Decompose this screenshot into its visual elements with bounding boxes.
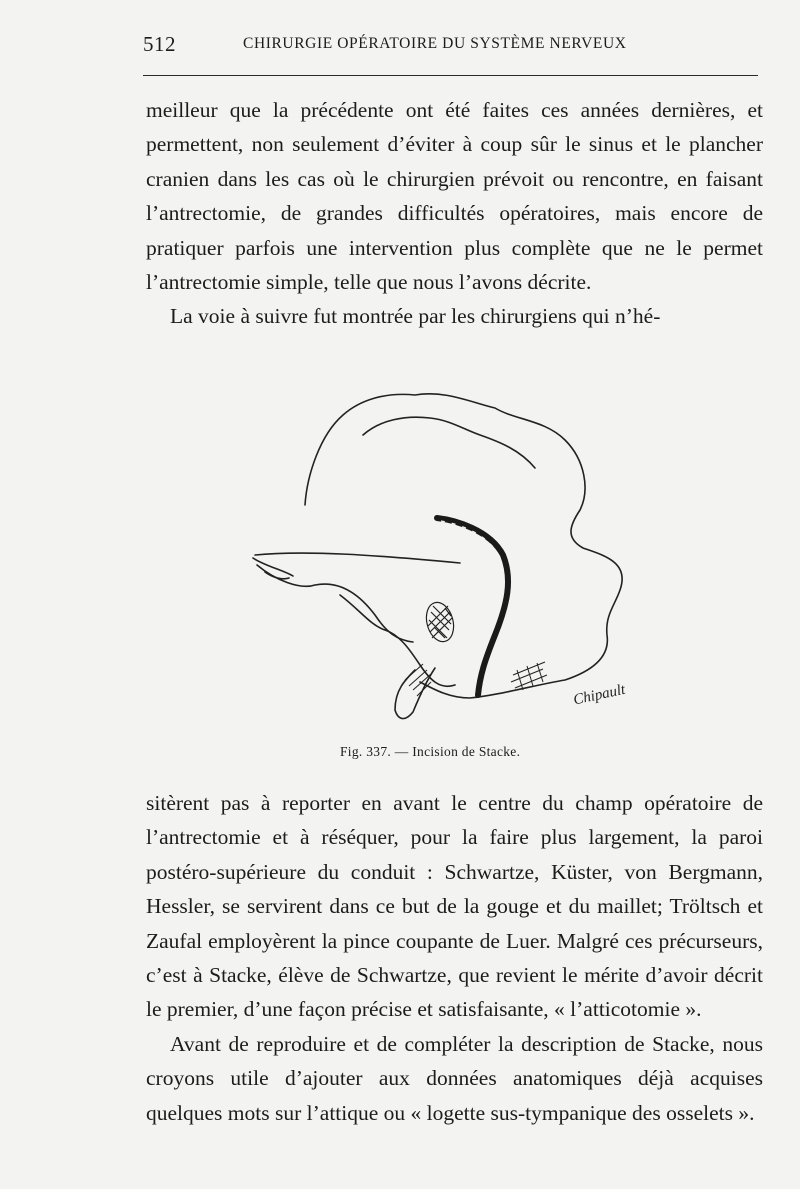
figure-caption: Fig. 337. — Incision de Stacke.	[340, 744, 521, 759]
tympanic-membrane	[422, 599, 457, 644]
signature: Chipault	[572, 681, 627, 709]
figure-illustration	[245, 380, 645, 740]
page-header	[143, 30, 758, 60]
ear-canal-upper	[255, 553, 460, 563]
ear-canal-lower	[257, 565, 413, 642]
helix-fold	[363, 417, 535, 468]
page-number: 512	[143, 32, 176, 56]
ear-incision-drawing-icon	[245, 380, 645, 740]
paragraph: Avant de reproduire et de compléter la description de Stacke, nous croyons utile d’ajouter aux données anatomiques déjà acquises quelques mots sur l’attique ou « logette sus-tympanique des osselets ».	[146, 1031, 763, 1125]
text-block-bottom	[146, 786, 763, 1130]
running-head: CHIRURGIE OPÉRATOIRE DU SYSTÈME NERVEUX	[243, 35, 627, 52]
text-block-top	[146, 93, 763, 334]
paragraph: sitèrent pas à reporter en avant le centre du champ opératoire de l’antrectomie et à réséquer, pour la faire plus largement, la paroi postéro-supérieure du conduit : Schwartze, Küster, von Bergmann, Hessler, se servirent dans ce but de la gouge et du maillet; Tröltsch et Zaufal employèrent la pince coupante de Luer. Malgré ces précurseurs, c’est à Stacke, élève de Schwartze, que revient le mérite d’avoir décrit le premier, d’une façon précise et satisfaisante, « l’atticotomie ».	[146, 791, 763, 1022]
paragraph: La voie à suivre fut montrée par les chirurgiens qui n’hé-	[170, 304, 661, 329]
auricle-outline	[305, 394, 622, 698]
paragraph: meilleur que la précédente ont été faites ces années dernières, et permettent, non seulement d’éviter à coup sûr le sinus et le plancher cranien dans les cas où le chirurgien prévoit ou rencontre, en faisant l’antrectomie, de grandes difficultés opératoires, mais encore de pratiquer parfois une intervention plus complète que ne le permet l’antrectomie simple, telle que nous l’avons décrite.	[146, 98, 763, 295]
header-rule	[143, 75, 758, 76]
